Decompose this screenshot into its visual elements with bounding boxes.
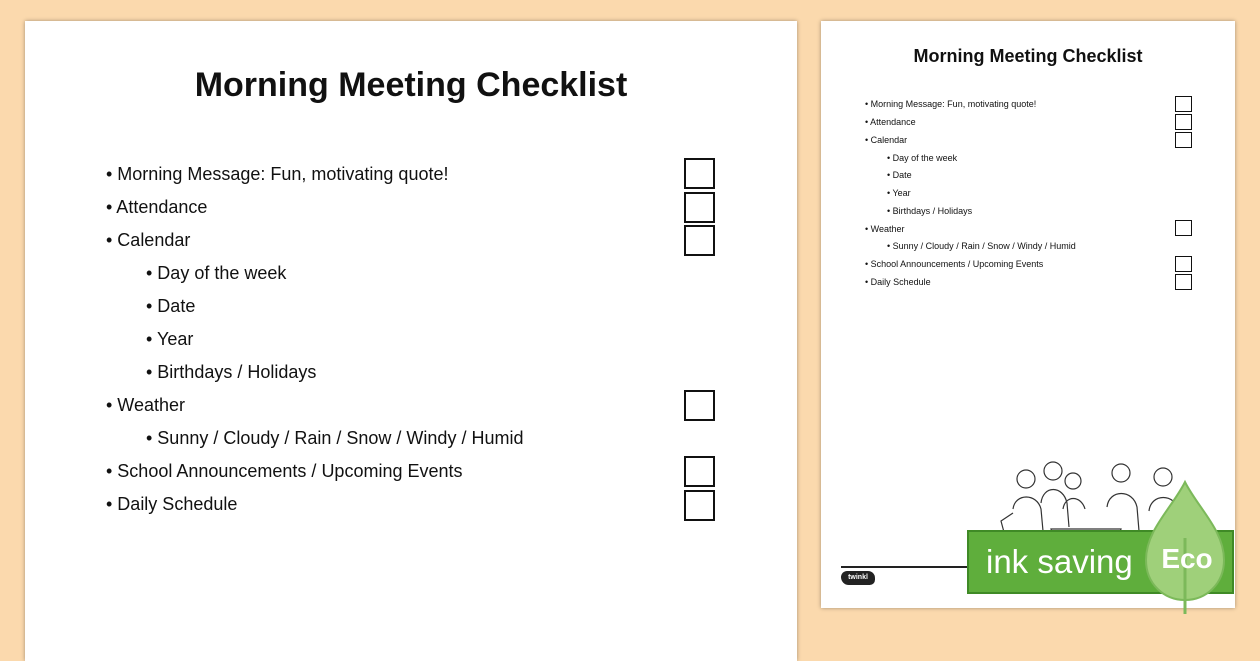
page-title: Morning Meeting Checklist — [194, 66, 628, 104]
checkbox-weather[interactable] — [684, 390, 715, 421]
list-item: • Weather — [865, 224, 905, 234]
page-title: Morning Meeting Checklist — [913, 46, 1143, 66]
list-item: • Birthdays / Holidays — [146, 362, 317, 382]
list-item: • Date — [146, 296, 196, 316]
list-item: • Calendar — [106, 230, 191, 250]
list-item: • Daily Schedule — [106, 494, 238, 514]
eco-word: Eco — [1161, 543, 1213, 574]
list-item: • Day of the week — [146, 263, 287, 283]
list-item: • Weather — [106, 395, 186, 415]
list-item: • Sunny / Cloudy / Rain / Snow / Windy / Humid — [146, 428, 524, 448]
list-item: • Attendance — [106, 197, 208, 217]
list-item: • Year — [887, 188, 911, 198]
ink-saving-label: ink saving — [986, 543, 1133, 580]
checkbox-calendar[interactable] — [684, 225, 715, 256]
list-item: • Calendar — [865, 135, 908, 145]
checklist-sheet-large — [25, 21, 797, 661]
checkbox-attendance[interactable] — [684, 192, 715, 223]
list-item: • Morning Message: Fun, motivating quote! — [865, 99, 1037, 109]
list-item: • School Announcements / Upcoming Events — [106, 461, 463, 481]
checkbox-morning-message[interactable] — [1175, 96, 1192, 112]
list-item: • Daily Schedule — [865, 277, 931, 287]
checkbox-school-announcements[interactable] — [684, 456, 715, 487]
list-item: • Attendance — [865, 117, 916, 127]
checkbox-daily-schedule[interactable] — [1175, 274, 1192, 290]
checkbox-school-announcements[interactable] — [1175, 256, 1192, 272]
checkbox-weather[interactable] — [1175, 220, 1192, 236]
checkbox-daily-schedule[interactable] — [684, 490, 715, 521]
checkbox-morning-message[interactable] — [684, 158, 715, 189]
list-item: • Day of the week — [887, 153, 958, 163]
list-item: • Sunny / Cloudy / Rain / Snow / Windy / Humid — [887, 241, 1076, 251]
list-item: • Year — [146, 329, 194, 349]
list-item: • Birthdays / Holidays — [887, 206, 973, 216]
list-item: • Morning Message: Fun, motivating quote! — [106, 164, 449, 184]
footer-rule — [841, 566, 971, 568]
list-item: • Date — [887, 170, 912, 180]
twinkl-logo: twinkl — [841, 571, 875, 585]
checkbox-attendance[interactable] — [1175, 114, 1192, 130]
list-item: • School Announcements / Upcoming Events — [865, 259, 1044, 269]
checkbox-calendar[interactable] — [1175, 132, 1192, 148]
